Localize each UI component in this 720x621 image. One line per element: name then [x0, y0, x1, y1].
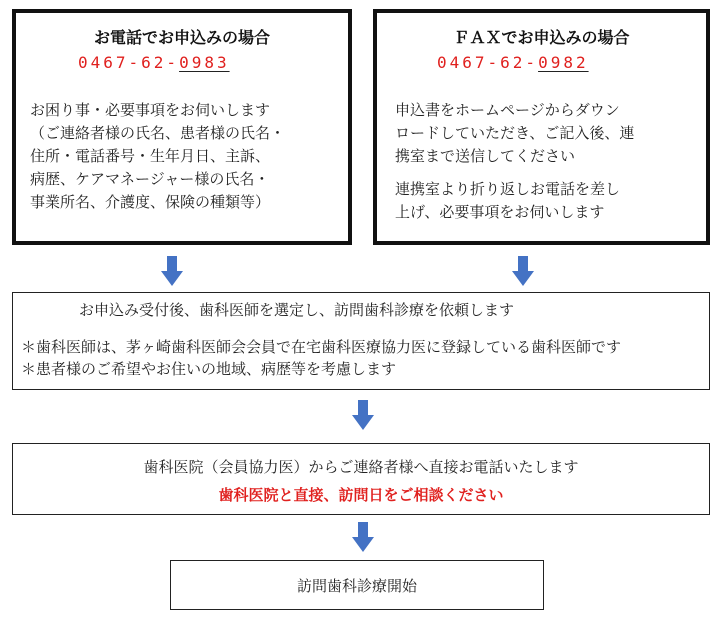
fax-number-prefix: 0467-62- — [437, 53, 539, 72]
acceptance-step-note: ＊患者様のご希望やお住いの地域、病歴等を考慮します — [21, 360, 397, 378]
phone-box-line: 住所・電話番号・生年月日、主訴、 — [30, 147, 271, 165]
fax-box-line: 上げ、必要事項をお伺いします — [395, 203, 605, 221]
down-arrow-icon — [161, 256, 183, 286]
phone-box-body — [30, 99, 285, 214]
fax-box-title: ＦＡＸでお申込みの場合 — [453, 28, 630, 47]
fax-application-box — [373, 9, 710, 245]
start-treatment-label: 訪問歯科診療開始 — [296, 577, 417, 595]
clinic-call-step-box — [12, 443, 710, 515]
down-arrow-icon — [352, 522, 374, 552]
acceptance-step-box — [12, 292, 710, 390]
fax-box-body — [395, 99, 634, 224]
down-arrow-icon — [352, 400, 374, 430]
phone-number — [78, 53, 230, 72]
fax-number — [437, 53, 589, 72]
phone-application-box — [12, 9, 352, 245]
fax-number-suffix: 0982 — [538, 53, 589, 72]
fax-box-line: 連携室より折り返しお電話を差し — [395, 180, 621, 198]
fax-box-line: ロードしていただき、ご記入後、連 — [395, 124, 635, 142]
acceptance-step-note: ＊歯科医師は、茅ヶ崎歯科医師会会員で在宅歯科医療協力医に登録している歯科医師です — [21, 338, 622, 356]
clinic-call-step-emphasis: 歯科医院と直接、訪問日をご相談ください — [218, 486, 504, 504]
phone-box-line: （ご連絡者様の氏名、患者様の氏名・ — [30, 124, 286, 142]
phone-box-line: 事業所名、介護度、保険の種類等） — [30, 193, 271, 211]
fax-box-line: 申込書をホームページからダウン — [395, 101, 620, 119]
fax-box-line: 携室まで送信してください — [395, 147, 576, 165]
phone-box-line: 病歴、ケアマネージャー様の氏名・ — [30, 170, 270, 188]
acceptance-step-main: お申込み受付後、歯科医師を選定し、訪問歯科診療を依頼します — [79, 301, 515, 319]
phone-number-prefix: 0467-62- — [78, 53, 180, 72]
phone-number-suffix: 0983 — [179, 53, 230, 72]
down-arrow-icon — [512, 256, 534, 286]
clinic-call-step-main: 歯科医院（会員協力医）からご連絡者様へ直接お電話いたします — [143, 458, 579, 476]
phone-box-line: お困り事・必要事項をお伺いします — [30, 101, 271, 119]
start-treatment-box — [170, 560, 544, 610]
phone-box-title: お電話でお申込みの場合 — [93, 28, 270, 47]
